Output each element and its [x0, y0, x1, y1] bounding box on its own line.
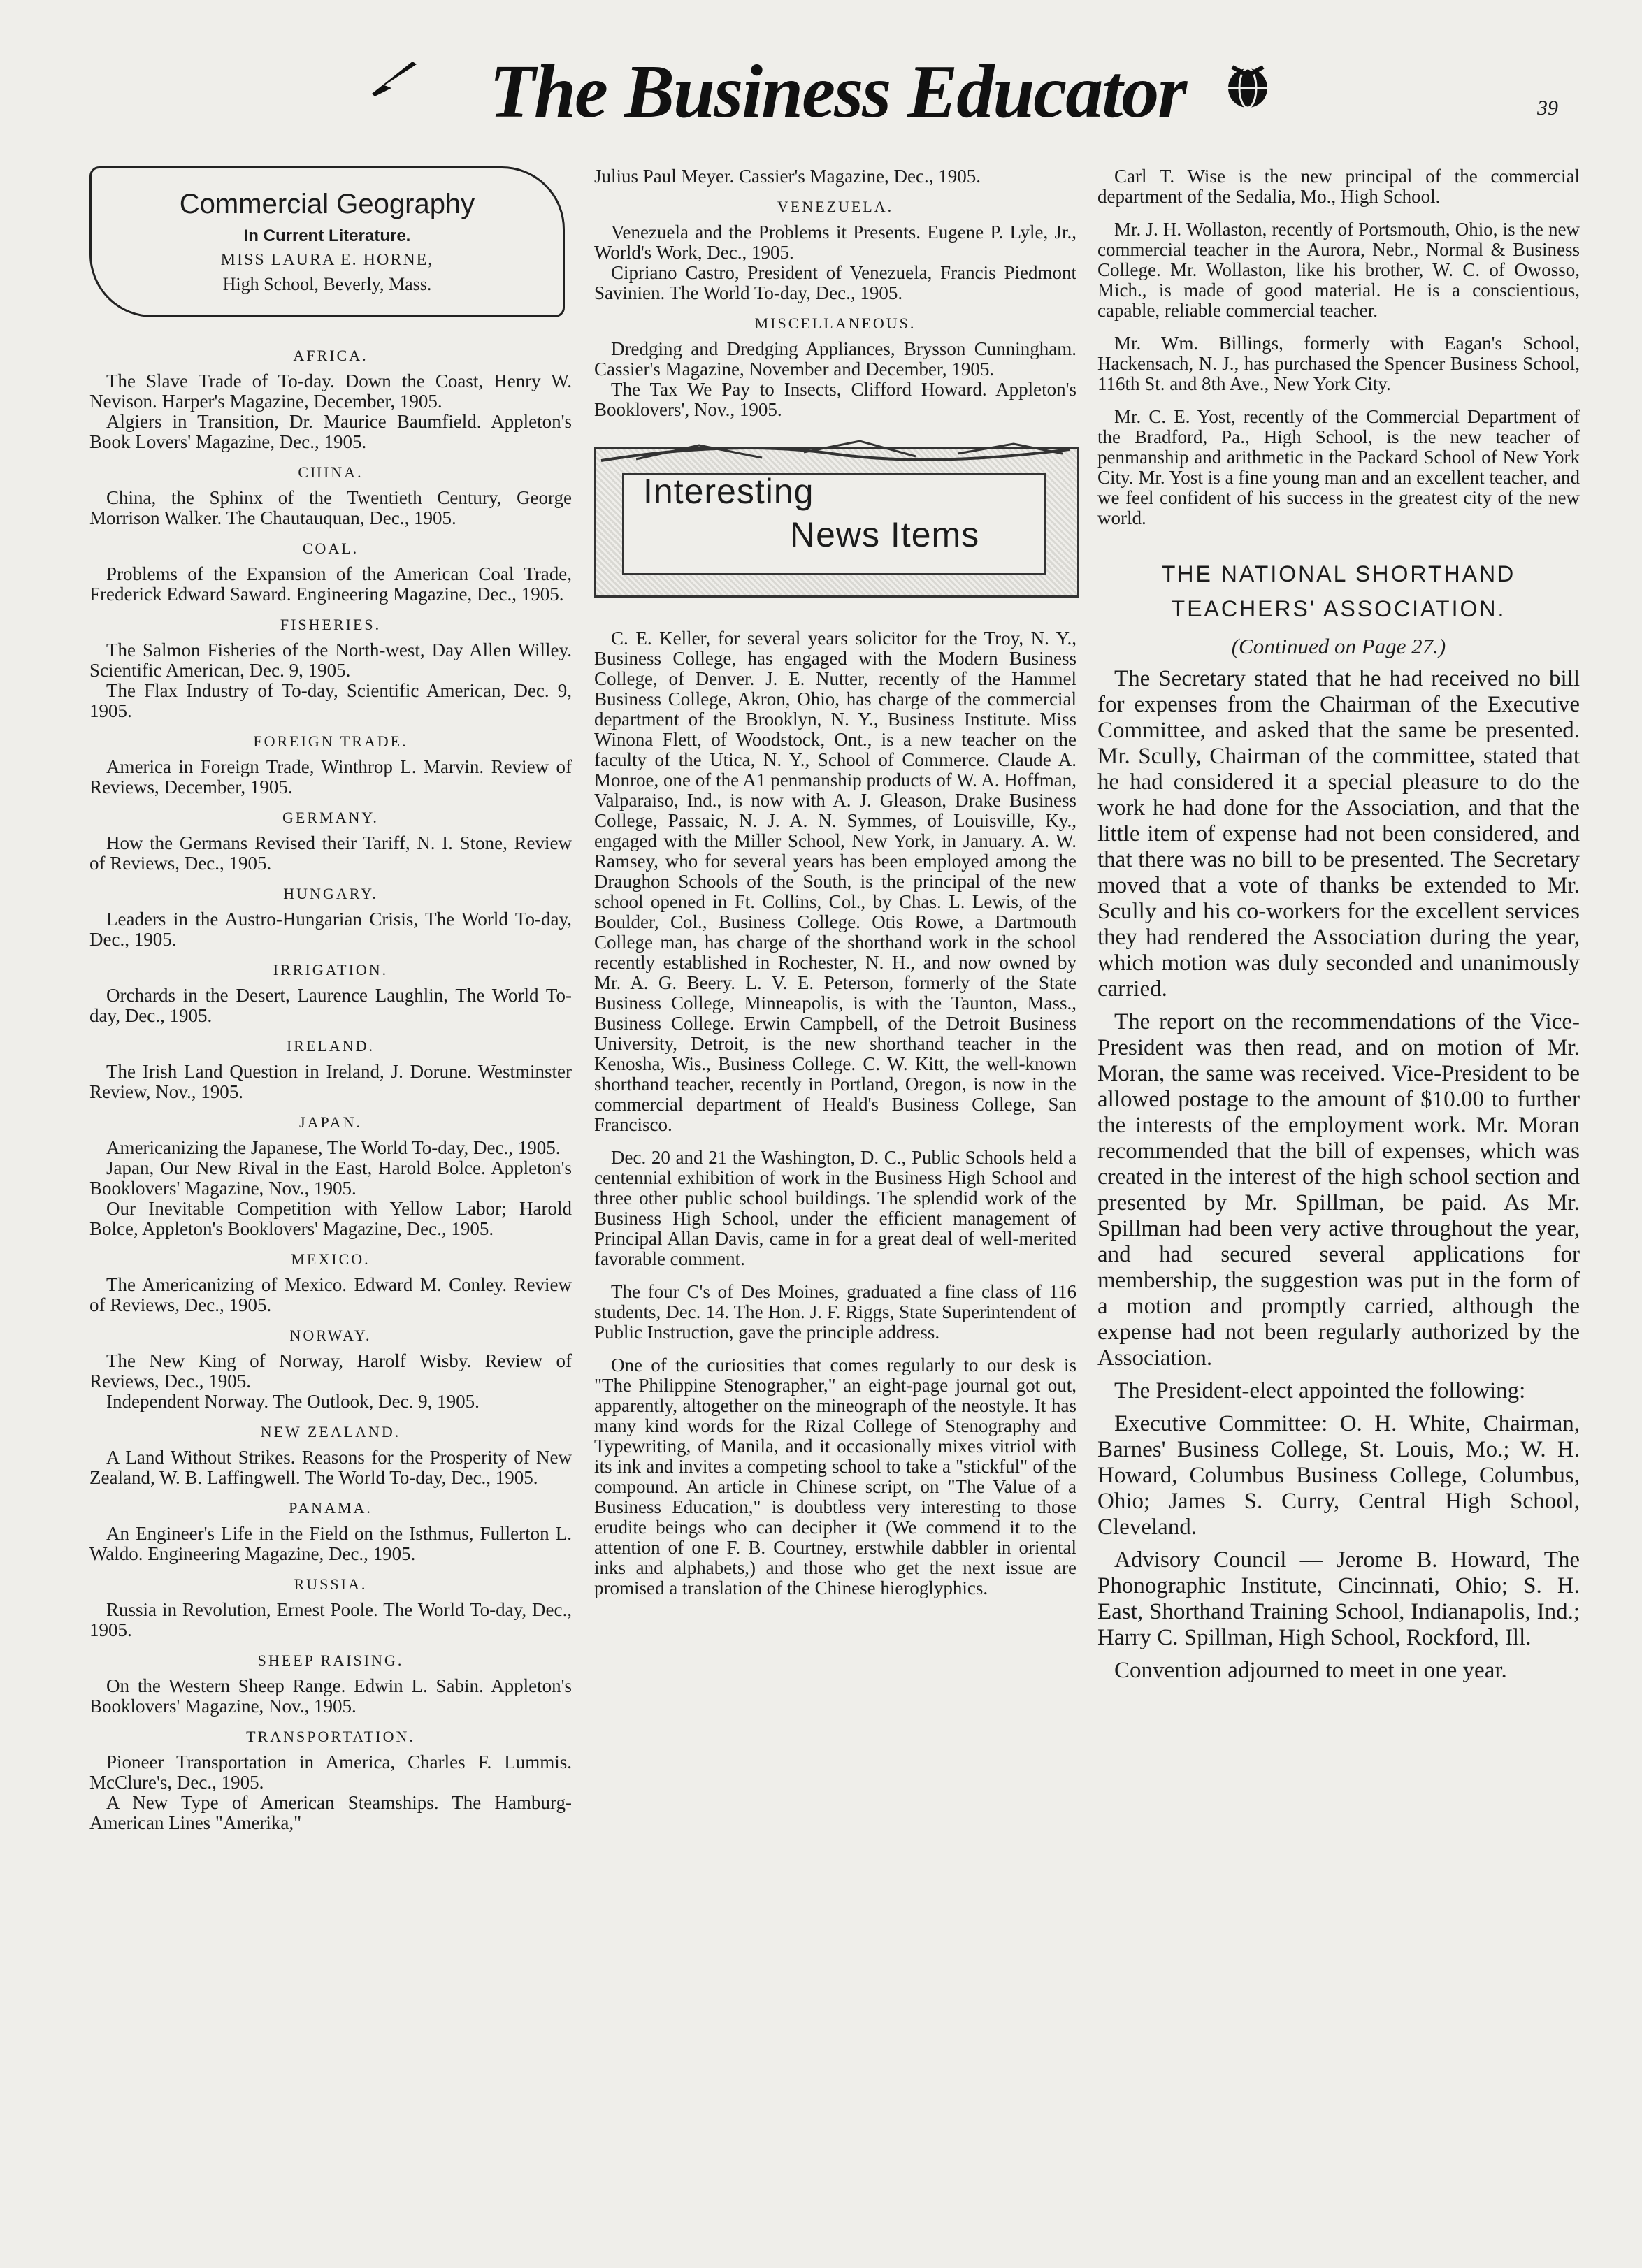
citation-entry: America in Foreign Trade, Winthrop L. Marvin. Review of Reviews, December, 1905.: [89, 756, 572, 797]
news-paragraph: Mr. C. E. Yost, recently of the Commercial Department of the Bradford, Pa., High School, is the new teacher of penmanship and arithmetic in the Packard School of New York City. Mr. Yost is a fine young man and an excellent teacher, and we feel confident of his success in the greatest city of the new world.: [1097, 406, 1580, 528]
section-heading: RUSSIA.: [294, 1575, 368, 1593]
banner-line-1: Interesting: [643, 472, 814, 511]
article-paragraph: The President-elect appointed the following:: [1114, 1378, 1526, 1403]
citation-entry: The Salmon Fisheries of the North-west, Day Allen Willey. Scientific American, Dec. 9, 1905.: [89, 640, 572, 681]
citation-entry: The New King of Norway, Harolf Wisby. Review of Reviews, Dec., 1905.: [89, 1350, 572, 1392]
scroll-ornament-icon: [594, 433, 1076, 475]
citation-entry: A New Type of American Steamships. The Hamburg-American Lines "Amerika,": [89, 1792, 572, 1833]
section-heading: IRRIGATION.: [273, 961, 389, 978]
globe-emblem-icon: [1220, 62, 1276, 110]
article-paragraph: Advisory Council — Jerome B. Howard, The Phonographic Institute, Cincinnati, Ohio; S. H. East, Shorthand Training School, Indianapolis, Ind.; Harry C. Spillman, High School, Rockford, Ill.: [1097, 1547, 1580, 1650]
article-paragraph: The Secretary stated that he had received no bill for expenses from the Chairman of the Executive Committee, and asked that the same be presented. Mr. Scully, Chairman of the committee, stated that he had considered it a special pleasure to do the work he had done for the Association, and that the little item of expense had not been considered, and that there was no bill to be presented. The Secretary moved that a vote of thanks be extended to Mr. Scully and his co-workers for the excellent services they had rendered the Association during the year, which motion was duly seconded and unanimously carried.: [1097, 666, 1580, 1002]
section-heading: IRELAND.: [286, 1037, 375, 1055]
masthead-title: The Business Educator: [489, 50, 1186, 133]
news-paragraph: The four C's of Des Moines, graduated a fine class of 116 students, Dec. 14. The Hon. J. F. Riggs, State Superintendent of Public Instruction, gave the principle address.: [594, 1281, 1076, 1343]
citation-entry: Americanizing the Japanese, The World To-day, Dec., 1905.: [106, 1137, 561, 1158]
continued-note: (Continued on Page 27.): [1231, 634, 1446, 658]
citation-entry: Cipriano Castro, President of Venezuela, Francis Piedmont Savinien. The World To-day, Dec., 1905.: [594, 262, 1076, 303]
citation-entry: Russia in Revolution, Ernest Poole. The World To-day, Dec., 1905.: [89, 1599, 572, 1640]
news-paragraph: Carl T. Wise is the new principal of the commercial department of the Sedalia, Mo., High School.: [1097, 166, 1580, 207]
section-heading: FISHERIES.: [280, 616, 382, 633]
page-number: 39: [1537, 96, 1558, 120]
citation-entry: Dredging and Dredging Appliances, Brysson Cunningham. Cassier's Magazine, November and December, 1905.: [594, 338, 1076, 380]
section-heading: MEXICO.: [291, 1250, 370, 1268]
news-paragraph: Mr. Wm. Billings, formerly with Eagan's School, Hackensach, N. J., has purchased the Spencer Business School, 116th St. and 8th Ave., New York City.: [1097, 333, 1580, 394]
quill-icon: [370, 57, 419, 99]
citation-entry: The Tax We Pay to Insects, Clifford Howard. Appleton's Booklovers', Nov., 1905.: [594, 379, 1076, 420]
citation-entry: Julius Paul Meyer. Cassier's Magazine, Dec., 1905.: [594, 166, 981, 187]
commercial-geography-box: [89, 166, 565, 317]
citation-entry: Problems of the Expansion of the American Coal Trade, Frederick Edward Saward. Engineering Magazine, Dec., 1905.: [89, 563, 572, 605]
news-items-banner: [594, 433, 1076, 600]
citation-entry: Venezuela and the Problems it Presents. Eugene P. Lyle, Jr., World's Work, Dec., 1905.: [594, 222, 1076, 263]
banner-line-2: News Items: [790, 515, 980, 554]
citation-entry: The Irish Land Question in Ireland, J. Dorune. Westminster Review, Nov., 1905.: [89, 1061, 572, 1102]
column-left: [89, 166, 572, 1833]
column-middle: [594, 166, 1076, 1598]
column-right: [1097, 166, 1580, 1684]
article-paragraph: Convention adjourned to meet in one year.: [1114, 1658, 1507, 1683]
news-items: [594, 628, 1076, 1598]
section-heading: CHINA.: [298, 463, 363, 481]
citation-entry: Algiers in Transition, Dr. Maurice Baumfield. Appleton's Book Lovers' Magazine, Dec., 1905.: [89, 411, 572, 452]
citation-entry: A Land Without Strikes. Reasons for the Prosperity of New Zealand, W. B. Laffingwell. The World To-day, Dec., 1905.: [89, 1447, 572, 1488]
literature-sections: [89, 345, 572, 1833]
section-heading: AFRICA.: [293, 347, 368, 364]
section-heading: NEW ZEALAND.: [260, 1423, 401, 1440]
citation-entry: An Engineer's Life in the Field on the Isthmus, Fullerton L. Waldo. Engineering Magazine, Dec., 1905.: [89, 1523, 572, 1564]
news-paragraph: C. E. Keller, for several years solicitor for the Troy, N. Y., Business College, has engaged with the Modern Business College, of Denver. J. E. Nutter, recently of the Hammel Business College, Akron, Ohio, has charge of the commercial department of the Brooklyn, N. Y., Business Institute. Miss Winona Flett, of Woodstock, Ont., is a new teacher on the faculty of the Utica, N. Y., School of Commerce. Claude A. Monroe, one of the A1 penmanship products of W. A. Hoffman, Valparaiso, Ind., is now with A. J. Gleason, Drake Business College, Passaic, N. J. A. N. Symmes, of Louisville, Ky., engaged with the Miller School, New York, in January. A. W. Ramsey, who for several years has been employed among the Draughon Schools of the South, is the principal of the new school opened in Ft. Collins, Col., by Chas. L. Lewis, of the Boulder, Col., Business College. Otis Rowe, a Dartmouth College man, has charge of the shorthand work in the school recently established in Rochester, N. H., and now owned by Mr. A. G. Beery. L. V. E. Peterson, formerly of the State Business College, Minneapolis, is with the Taunton, Mass., Business College. Erwin Campbell, of the Detroit Business University, Detroit, is the new shorthand teacher in the Kenosha, Wis., Business College. C. W. Kitt, the well-known shorthand teacher, recently in Portland, Oregon, is now in the commercial department of Heald's Business College, San Francisco.: [594, 628, 1076, 1135]
section-heading: COAL.: [302, 540, 359, 557]
masthead: [0, 49, 1642, 133]
article-heading-line-1: THE NATIONAL SHORTHAND: [1161, 561, 1516, 586]
citation-entry: How the Germans Revised their Tariff, N. I. Stone, Review of Reviews, Dec., 1905.: [89, 832, 572, 874]
section-heading: FOREIGN TRADE.: [253, 732, 408, 750]
citation-entry: The Flax Industry of To-day, Scientific American, Dec. 9, 1905.: [89, 680, 572, 721]
section-heading: MISCELLANEOUS.: [754, 315, 916, 332]
box-school: High School, Beverly, Mass.: [222, 274, 432, 294]
section-heading: SHEEP RAISING.: [257, 1652, 404, 1669]
citation-entry: Orchards in the Desert, Laurence Laughlin, The World To-day, Dec., 1905.: [89, 985, 572, 1026]
citation-entry: Pioneer Transportation in America, Charles F. Lummis. McClure's, Dec., 1905.: [89, 1751, 572, 1793]
continued-entries: [594, 166, 1076, 187]
citation-entry: The Americanizing of Mexico. Edward M. Conley. Review of Reviews, Dec., 1905.: [89, 1274, 572, 1315]
citation-entry: On the Western Sheep Range. Edwin L. Sabin. Appleton's Booklovers' Magazine, Nov., 1905.: [89, 1675, 572, 1717]
citation-entry: The Slave Trade of To-day. Down the Coast, Henry W. Nevison. Harper's Magazine, December, 1905.: [89, 370, 572, 412]
citation-entry: Our Inevitable Competition with Yellow Labor; Harold Bolce, Appleton's Booklovers' Magazine, Dec., 1905.: [89, 1198, 572, 1239]
section-heading: GERMANY.: [282, 809, 379, 826]
section-heading: TRANSPORTATION.: [246, 1728, 415, 1745]
section-heading: PANAMA.: [289, 1499, 373, 1517]
news-paragraph: Mr. J. H. Wollaston, recently of Portsmouth, Ohio, is the new commercial teacher in the Aurora, Nebr., Normal & Business College. Mr. Wollaston, like his brother, W. C. of Owosso, Mich., is made of good material. He is a conscientious, capable, reliable commercial teacher.: [1097, 219, 1580, 321]
box-author: MISS LAURA E. HORNE,: [220, 251, 434, 269]
section-heading: HUNGARY.: [283, 885, 378, 902]
section-heading: NORWAY.: [289, 1327, 372, 1344]
citation-entry: Leaders in the Austro-Hungarian Crisis, The World To-day, Dec., 1905.: [89, 909, 572, 950]
citation-entry: China, the Sphinx of the Twentieth Century, George Morrison Walker. The Chautauquan, Dec., 1905.: [89, 487, 572, 528]
article-body: [1097, 666, 1580, 1684]
section-heading: VENEZUELA.: [777, 198, 894, 215]
box-subtitle: In Current Literature.: [243, 226, 411, 245]
news-paragraph: One of the curiosities that comes regularly to our desk is "The Philippine Stenographer," an eight-page journal got out, apparently, altogether on the mineograph of the neostyle. It has many kind words for the Rizal College of Stenography and Typewriting, of Manila, and it occasionally mixes vitriol with its ink and invites a competing school to take a "stickful" of the compound. An article in Chinese script, on "The Value of a Business Education," is doubtless very interesting to those erudite beings who can decipher it (We commend it to the attention of one F. B. Courtney, erstwhile dabbler in oriental inks and alphabets,) and those who get the next issue are promised a translation of the Chinese hieroglyphics.: [594, 1355, 1076, 1598]
article-heading: [1097, 556, 1580, 626]
article-paragraph: The report on the recommendations of the Vice-President was then read, and on motion of Mr. Moran, the same was received. Vice-President to be allowed postage to the amount of $10.00 to further the interests of the employment work. Mr. Moran recommended that the bill of expenses, which was created in the interest of the high school section and presented by Mr. Spillman, be paid. As Mr. Spillman had been very active throughout the year, and had secured several applications for membership, the suggestion was put in the form of a motion and promptly carried, although the expense had not been regularly authorized by the Association.: [1097, 1009, 1580, 1371]
article-heading-line-2: TEACHERS' ASSOCIATION.: [1171, 596, 1506, 621]
news-paragraph: Dec. 20 and 21 the Washington, D. C., Public Schools held a centennial exhibition of work in the Business High School and three other public school buildings. The splendid work of the Business High School, under the efficient management of Principal Allan Davis, came in for a great deal of well-merited favorable comment.: [594, 1147, 1076, 1269]
literature-sections: [594, 196, 1076, 420]
box-title: Commercial Geography: [179, 189, 475, 219]
citation-entry: Independent Norway. The Outlook, Dec. 9, 1905.: [106, 1391, 480, 1412]
news-items: [1097, 166, 1580, 528]
article-paragraph: Executive Committee: O. H. White, Chairman, Barnes' Business College, St. Louis, Mo.; W. H. Howard, Columbus Business College, Columbus, Ohio; James S. Curry, Central High School, Cleveland.: [1097, 1411, 1580, 1540]
citation-entry: Japan, Our New Rival in the East, Harold Bolce. Appleton's Booklovers' Magazine, Nov., 1905.: [89, 1157, 572, 1199]
section-heading: JAPAN.: [299, 1113, 362, 1131]
